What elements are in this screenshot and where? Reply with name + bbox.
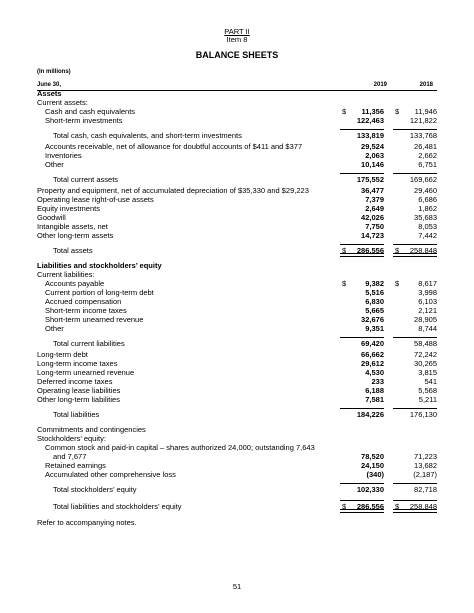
row-label: Long-term debt [37,350,88,359]
value-2019: 133,819 [356,131,384,140]
value-2018: 29,460 [414,186,437,195]
table-row [37,270,437,279]
row-label: Accounts receivable, net of allowance for doubtful accounts of $411 and $377 [45,142,303,151]
value-2018: 6,686 [418,195,437,204]
table-row [37,98,437,107]
row-label: Current portion of long-term debt [45,288,154,297]
value-2018: 8,744 [418,324,437,333]
row-label: Accumulated other comprehensive loss [45,470,176,479]
value-2019: 233 [371,377,384,386]
currency-sign-2019: $ [342,107,347,116]
value-2019: 42,026 [361,213,384,222]
currency-sign-2018: $ [395,502,400,511]
row-label: Equity investments [37,204,100,213]
value-2018: 5,211 [418,395,437,404]
row-label: Total liabilities [53,410,100,419]
row-label: Current assets: [37,98,88,107]
row-label: Long-term income taxes [37,359,118,368]
value-2019: (340) [366,470,384,479]
value-2018: 121,822 [409,116,437,125]
table-row [37,213,437,222]
table-row [37,279,437,288]
row-label: Short-term unearned revenue [45,315,144,324]
value-2019: 29,524 [361,142,384,151]
table-row [37,195,437,204]
row-label: Short-term income taxes [45,306,127,315]
row-label: Other long-term liabilities [37,395,120,404]
value-2018: 82,718 [414,485,437,494]
row-label: Total stockholders’ equity [53,485,137,494]
value-2018: 3,815 [418,368,437,377]
value-2018: 169,662 [409,175,437,184]
table-row [37,368,437,377]
row-label: Long-term unearned revenue [37,368,135,377]
row-label: Stockholders’ equity: [37,434,106,443]
value-2018: 3,998 [418,288,437,297]
value-2018: 541 [424,377,437,386]
currency-sign-2019: $ [342,279,347,288]
table-row [37,160,437,169]
currency-sign-2019: $ [342,502,347,511]
row-label: Total liabilities and stockholders’ equity [53,502,182,511]
value-2019: 286,556 [356,246,384,255]
table-row [37,306,437,315]
value-2019: 36,477 [361,186,384,195]
table-row [37,89,437,98]
table-row [37,288,437,297]
table-row [37,461,437,470]
table-row [37,222,437,231]
table-row [37,204,437,213]
row-label: Assets [37,89,62,98]
value-2018: 5,568 [418,386,437,395]
value-2019: 78,520 [361,452,384,461]
table-row [37,129,437,142]
currency-sign-2019: $ [342,246,347,255]
row-label: Operating lease liabilities [37,386,121,395]
row-label: Other [45,324,64,333]
table-row [37,142,437,151]
value-2019: 6,188 [365,386,384,395]
currency-sign-2018: $ [395,246,400,255]
row-label: Intangible assets, net [37,222,108,231]
table-row [37,350,437,359]
table-row [37,231,437,240]
value-2018: 2,662 [418,151,437,160]
row-label: Accounts payable [45,279,105,288]
row-label: Total current assets [53,175,119,184]
value-2018: 30,265 [414,359,437,368]
value-2018: 176,130 [409,410,437,419]
value-2019: 184,226 [356,410,384,419]
value-2018: 28,905 [414,315,437,324]
part-label: PART II [224,27,250,36]
column-header-2018: 2018 [419,82,433,88]
table-row [37,470,437,479]
column-header-2019: 2019 [373,82,387,88]
table-row [37,151,437,160]
value-2019: 122,463 [356,116,384,125]
value-2018: 7,442 [418,231,437,240]
value-2019: 14,723 [361,231,384,240]
value-2019: 4,530 [365,368,384,377]
value-2018: 133,768 [409,131,437,140]
value-2019: 24,150 [361,461,384,470]
page-title: BALANCE SHEETS [195,50,279,60]
table-row [37,386,437,395]
value-2018: 58,488 [414,339,437,348]
table-row [37,186,437,195]
value-2019: 5,665 [365,306,384,315]
row-label: and 7,677 [53,452,87,461]
table-row [37,452,437,461]
row-label: Operating lease right-of-use assets [37,195,154,204]
table-row [37,483,437,496]
column-header-label: June 30, [37,82,62,88]
value-2019: 7,581 [365,395,384,404]
table-row [37,324,437,333]
currency-sign-2018: $ [395,279,400,288]
value-2019: 9,351 [365,324,384,333]
value-2018: 71,223 [414,452,437,461]
value-2019: 286,556 [356,502,384,511]
value-2019: 11,356 [361,107,384,116]
table-row [37,359,437,368]
value-2018: 72,242 [414,350,437,359]
table-row [37,395,437,404]
value-2019: 5,516 [365,288,384,297]
table-row [37,116,437,125]
row-label: Deferred income taxes [37,377,113,386]
footnote: Refer to accompanying notes. [37,518,137,527]
page-number: 51 [232,582,242,591]
value-2018: 2,121 [418,306,437,315]
table-row [37,173,437,186]
value-2019: 2,649 [365,204,384,213]
row-label: Other long-term assets [37,231,114,240]
value-2019: 2,063 [365,151,384,160]
value-2018: 1,862 [418,204,437,213]
row-label: Commitments and contingencies [37,425,146,434]
value-2019: 175,552 [356,175,384,184]
row-label: Total current liabilities [53,339,125,348]
value-2018: 6,751 [418,160,437,169]
value-2018: 8,617 [418,279,437,288]
value-2019: 29,612 [361,359,384,368]
row-label: Current liabilities: [37,270,95,279]
table-row [37,377,437,386]
part-heading [0,28,474,44]
row-label: Other [45,160,64,169]
row-label: Accrued compensation [45,297,122,306]
value-2018: 13,682 [414,461,437,470]
row-label: Total assets [53,246,93,255]
value-2018: 6,103 [418,297,437,306]
value-2019: 102,330 [356,485,384,494]
value-2018: 26,481 [414,142,437,151]
currency-sign-2018: $ [395,107,400,116]
balance-sheet-table [37,89,437,513]
units-label: (In millions) [37,69,71,75]
table-row [37,337,437,350]
value-2019: 6,830 [365,297,384,306]
value-2019: 9,382 [365,279,384,288]
row-label: Property and equipment, net of accumulated depreciation of $35,330 and $29,223 [37,186,309,195]
table-row [37,443,437,452]
value-2019: 32,676 [361,315,384,324]
table-row [37,500,437,513]
row-label: Retained earnings [45,461,106,470]
row-label: Cash and cash equivalents [45,107,136,116]
table-row [37,261,437,270]
value-2019: 10,146 [361,160,384,169]
row-label: Goodwill [37,213,66,222]
table-row [37,315,437,324]
value-2018: 258,848 [409,246,437,255]
value-2018: 8,053 [418,222,437,231]
table-row [37,244,437,257]
value-2018: 258,848 [409,502,437,511]
table-row [37,425,437,434]
table-row [37,297,437,306]
table-row [37,107,437,116]
value-2018: (2,187) [413,470,437,479]
row-label: Liabilities and stockholders’ equity [37,261,162,270]
row-label: Short-term investments [45,116,123,125]
table-row [37,434,437,443]
row-label: Total cash, cash equivalents, and short-term investments [53,131,242,140]
row-label: Common stock and paid-in capital – shares authorized 24,000; outstanding 7,643 [45,443,315,452]
value-2018: 35,683 [414,213,437,222]
item-label: Item 8 [226,35,248,44]
value-2019: 69,420 [361,339,384,348]
value-2018: 11,946 [414,107,437,116]
table-row [37,408,437,421]
value-2019: 7,379 [365,195,384,204]
value-2019: 66,662 [361,350,384,359]
value-2019: 7,750 [365,222,384,231]
row-label: Inventories [45,151,82,160]
